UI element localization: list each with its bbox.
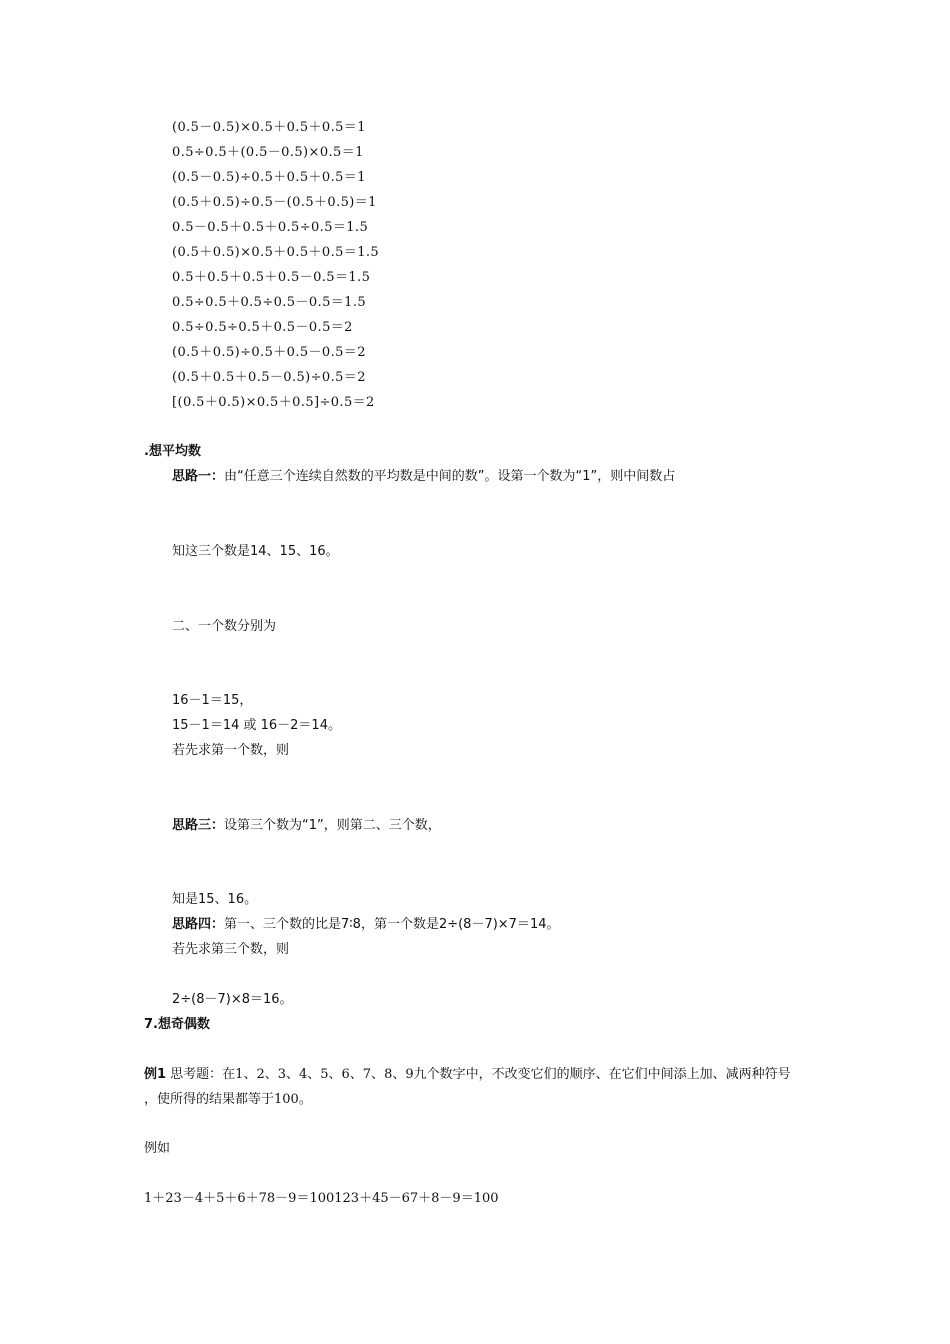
idea-three-text: 设第三个数为“1”，则第二、三个数，: [224, 818, 441, 833]
equation-line: [(0.5＋0.5)×0.5＋0.5]÷0.5＝2: [172, 395, 375, 410]
idea-three-label: 思路三：: [172, 818, 225, 833]
equation-line: 0.5÷0.5＋0.5÷0.5－0.5＝1.5: [172, 295, 367, 310]
example-equation: 1＋23－4＋5＋6＋78－9＝100123＋45－67＋8－9＝100: [144, 1191, 499, 1206]
example-text: 思考题：在1、2、3、4、5、6、7、8、9九个数字中，不改变它们的顺序、在它们中间添上加、减两种符号: [166, 1067, 791, 1082]
idea-three-paragraph: [172, 818, 441, 834]
text-line: 知是15、16。: [172, 892, 258, 907]
idea-one-label: 思路一：: [172, 469, 225, 484]
idea-four-paragraph: [172, 917, 560, 933]
example-label: 例1: [144, 1067, 167, 1082]
equation-line: (0.5＋0.5)×0.5＋0.5＋0.5＝1.5: [172, 245, 380, 260]
section-heading-parity: 7.想奇偶数: [144, 1017, 210, 1032]
text-line: 16－1＝15，: [172, 693, 253, 708]
example-paragraph-cont: ，使所得的结果都等于100。: [144, 1092, 312, 1107]
text-line: 15－1＝14 或 16－2＝14。: [172, 718, 341, 733]
equation-line: 0.5＋0.5＋0.5＋0.5－0.5＝1.5: [172, 270, 371, 285]
idea-one-text: 由“任意三个连续自然数的平均数是中间的数”。设第一个数为“1”，则中间数占: [224, 469, 676, 484]
for-example-label: 例如: [144, 1141, 171, 1156]
text-line: 若先求第一个数，则: [172, 743, 290, 758]
equation-line: (0.5－0.5)×0.5＋0.5＋0.5＝1: [172, 120, 366, 135]
idea-one-paragraph: [172, 469, 675, 485]
equation-line: (0.5＋0.5＋0.5－0.5)÷0.5＝2: [172, 370, 366, 385]
equation-line: 0.5÷0.5＋(0.5－0.5)×0.5＝1: [172, 145, 364, 160]
equation-line: 0.5÷0.5÷0.5＋0.5－0.5＝2: [172, 320, 353, 335]
equation-line: 0.5－0.5＋0.5＋0.5÷0.5＝1.5: [172, 220, 369, 235]
text-line: 知这三个数是14、15、16。: [172, 544, 339, 559]
text-line: 若先求第三个数，则: [172, 942, 290, 957]
equation-line: (0.5－0.5)÷0.5＋0.5＋0.5＝1: [172, 170, 366, 185]
idea-four-text: 第一、三个数的比是7∶8，第一个数是2÷(8－7)×7＝14。: [224, 917, 560, 932]
text-line: 二、一个数分别为: [172, 619, 277, 634]
equation-line: (0.5＋0.5)÷0.5＋0.5－0.5＝2: [172, 345, 366, 360]
section-heading-average: .想平均数: [144, 444, 201, 459]
idea-four-label: 思路四：: [172, 917, 225, 932]
equation-line: (0.5＋0.5)÷0.5－(0.5＋0.5)＝1: [172, 195, 377, 210]
text-line: 2÷(8－7)×8＝16。: [172, 992, 293, 1007]
example-paragraph: [144, 1067, 791, 1083]
